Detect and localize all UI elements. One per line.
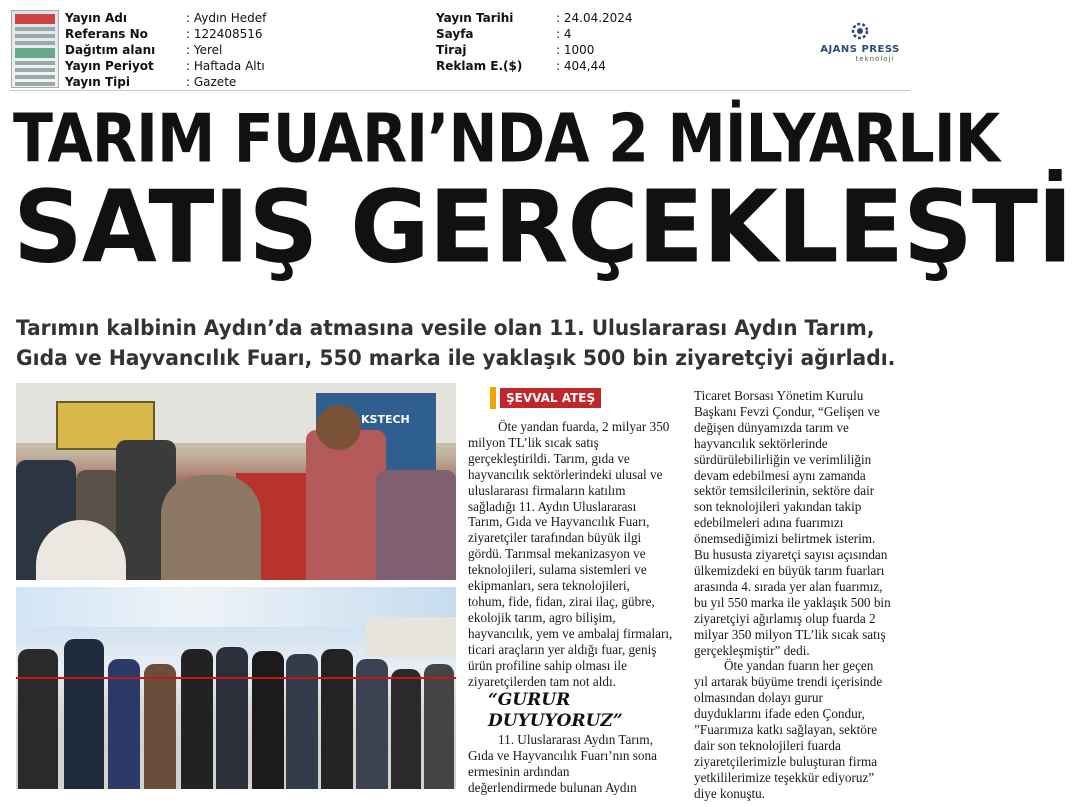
text-line: Öte yandan fuarın her geçen — [724, 658, 874, 674]
text-line: sağladığı 11. Aydın Uluslararası — [468, 498, 637, 514]
gear-icon — [849, 20, 871, 42]
text-line: ekolojik tarım, agro bilişim, — [468, 609, 616, 625]
meta-value: : 24.04.2024 — [556, 11, 633, 25]
text-line: ziyaretçilerden tam not aldı. — [468, 673, 616, 689]
article-column-2 — [694, 388, 914, 802]
text-line: diye konuştu. — [694, 785, 766, 801]
byline-accent — [490, 387, 496, 409]
text-line: hayvancılık sektörlerindeki ulusal ve — [468, 466, 663, 482]
text-line: sektör temsilcilerinin, sektöre dair — [694, 483, 875, 499]
article-column-1b — [468, 732, 690, 796]
text-line: ziyaretçilerimizle buluşturan firma — [694, 753, 878, 769]
text-line: Gıda ve Hayvancılık Fuarı’nın sona — [468, 747, 657, 763]
text-line: Başkanı Fevzi Çondur, “Gelişen ve — [694, 403, 880, 419]
text-line: değerlendirmede bulunan Aydın — [468, 779, 637, 795]
text-line: ziyaretçiler tarafından büyük ilgi — [468, 530, 642, 546]
text-line: ”Fuarımıza katkı sağlayan, sektöre — [694, 722, 878, 738]
ribbon-cutting-photo — [16, 587, 456, 789]
text-line: bu yıl 550 marka ile yaklaşık 500 bin — [694, 594, 891, 610]
text-line: duyduklarını ifade eden Çondur, — [694, 706, 865, 722]
article-column-1 — [468, 419, 690, 689]
text-line: Ticaret Borsası Yönetim Kurulu — [694, 388, 864, 403]
headline-line-1: TARIM FUARI’NDA 2 MİLYARLIK — [13, 100, 1000, 179]
text-line: olmasından dolayı gurur — [694, 690, 823, 706]
deck-line-2: Gıda ve Hayvancılık Fuarı, 550 marka ile yaklaşık 500 bin ziyaretçiyi ağırladı. — [16, 346, 896, 370]
byline-name: ŞEVVAL ATEŞ — [500, 388, 601, 408]
meta-value: : Yerel — [186, 43, 223, 57]
ajans-press-logo — [812, 20, 908, 63]
text-line: gerçekleşmiştir” dedi. — [694, 642, 810, 658]
meta-value: : Aydın Hedef — [186, 11, 267, 25]
text-line: son teknolojileri yakından takip — [694, 499, 862, 515]
text-line: arasında 4. sırada yer alan fuarımız, — [694, 578, 883, 594]
meta-value: : Gazete — [186, 75, 237, 89]
meta-value: : Haftada Altı — [186, 59, 265, 73]
subheading-line-1: “GURUR — [488, 690, 571, 710]
text-line: milyar 350 milyon TL’lik sıcak satış — [694, 626, 886, 642]
meta-label: Sayfa — [436, 27, 474, 41]
text-line: ülkemizdeki en büyük tarım fuarları — [694, 562, 885, 578]
text-line: sürdürülebilirliğin ve verimliliğin — [694, 451, 872, 467]
meta-value: : 4 — [556, 27, 572, 41]
text-line: ermesinin ardından — [468, 763, 570, 779]
text-line: Bu hususta ziyaretçi sayısı açısından — [694, 547, 888, 563]
subheading — [488, 690, 623, 732]
logo-brand: AJANS PRESS — [820, 44, 900, 55]
text-line: gerçekleştirildi. Tarım, gıda ve — [468, 450, 630, 466]
text-line: hayvancılık sektörlerinde — [694, 435, 828, 451]
text-line: ürün profiline sahip olması ile — [468, 657, 627, 673]
logo-sub: teknoloji — [855, 55, 895, 63]
header-divider — [10, 90, 910, 91]
text-line: Öte yandan fuarda, 2 milyar 350 — [498, 419, 670, 434]
text-line: teknolojileri, sulama sistemleri ve — [468, 562, 647, 578]
meta-label: Yayın Tipi — [65, 75, 130, 89]
fair-crowd-photo — [16, 383, 456, 580]
clipping-header — [0, 0, 920, 88]
meta-value: : 404,44 — [556, 59, 606, 73]
meta-value: : 122408516 — [186, 27, 263, 41]
meta-label: Dağıtım alanı — [65, 43, 156, 57]
subheading-line-2: DUYUYORUZ” — [488, 711, 623, 731]
meta-label: Yayın Adı — [65, 11, 127, 25]
text-line: uluslararası firmaların katılım — [468, 482, 626, 498]
text-line: ticari araçların yer aldığı fuar, geniş — [468, 641, 657, 657]
text-line: ziyaretçiyi ağırlamış olup fuarda 2 — [694, 610, 876, 626]
meta-label: Tiraj — [436, 43, 467, 57]
text-line: değişen dünyamızda tarım ve — [694, 419, 849, 435]
page-thumbnail — [11, 10, 59, 88]
text-line: ekipmanları, sera teknolojileri, — [468, 578, 630, 594]
meta-label: Referans No — [65, 27, 148, 41]
text-line: dair son teknolojileri fuarda — [694, 737, 841, 753]
text-line: tohum, fide, fidan, zirai ilaç, gübre, — [468, 593, 655, 609]
headline-line-2: SATIŞ GERÇEKLEŞTİ — [13, 168, 1072, 286]
meta-label: Yayın Tarihi — [436, 11, 514, 25]
text-line: Tarım, Gıda ve Hayvancılık Fuarı, — [468, 514, 650, 530]
meta-value: : 1000 — [556, 43, 595, 57]
text-line: 11. Uluslararası Aydın Tarım, — [498, 732, 653, 747]
text-line: devam edebilmesi aynı zamanda — [694, 467, 866, 483]
byline — [490, 387, 601, 409]
text-line: yıl artarak büyüme trendi içerisinde — [694, 674, 883, 690]
booth-sign: KSTECH — [361, 413, 410, 426]
text-line: edebilmeleri adına fuarımızı — [694, 515, 844, 531]
text-line: hayvancılık, yem ve ambalaj firmaları, — [468, 625, 673, 641]
text-line: yetkililerimize teşekkür ediyoruz” — [694, 769, 875, 785]
text-line: gördü. Tarımsal mekanizasyon ve — [468, 546, 646, 562]
text-line: milyon TL’lik sıcak satış — [468, 434, 599, 450]
text-line: önemsediğimizi belirtmek isterim. — [694, 531, 876, 547]
meta-label: Yayın Periyot — [65, 59, 154, 73]
deck-line-1: Tarımın kalbinin Aydın’da atmasına vesile olan 11. Uluslararası Aydın Tarım, — [16, 316, 875, 340]
meta-label: Reklam E.($) — [436, 59, 523, 73]
